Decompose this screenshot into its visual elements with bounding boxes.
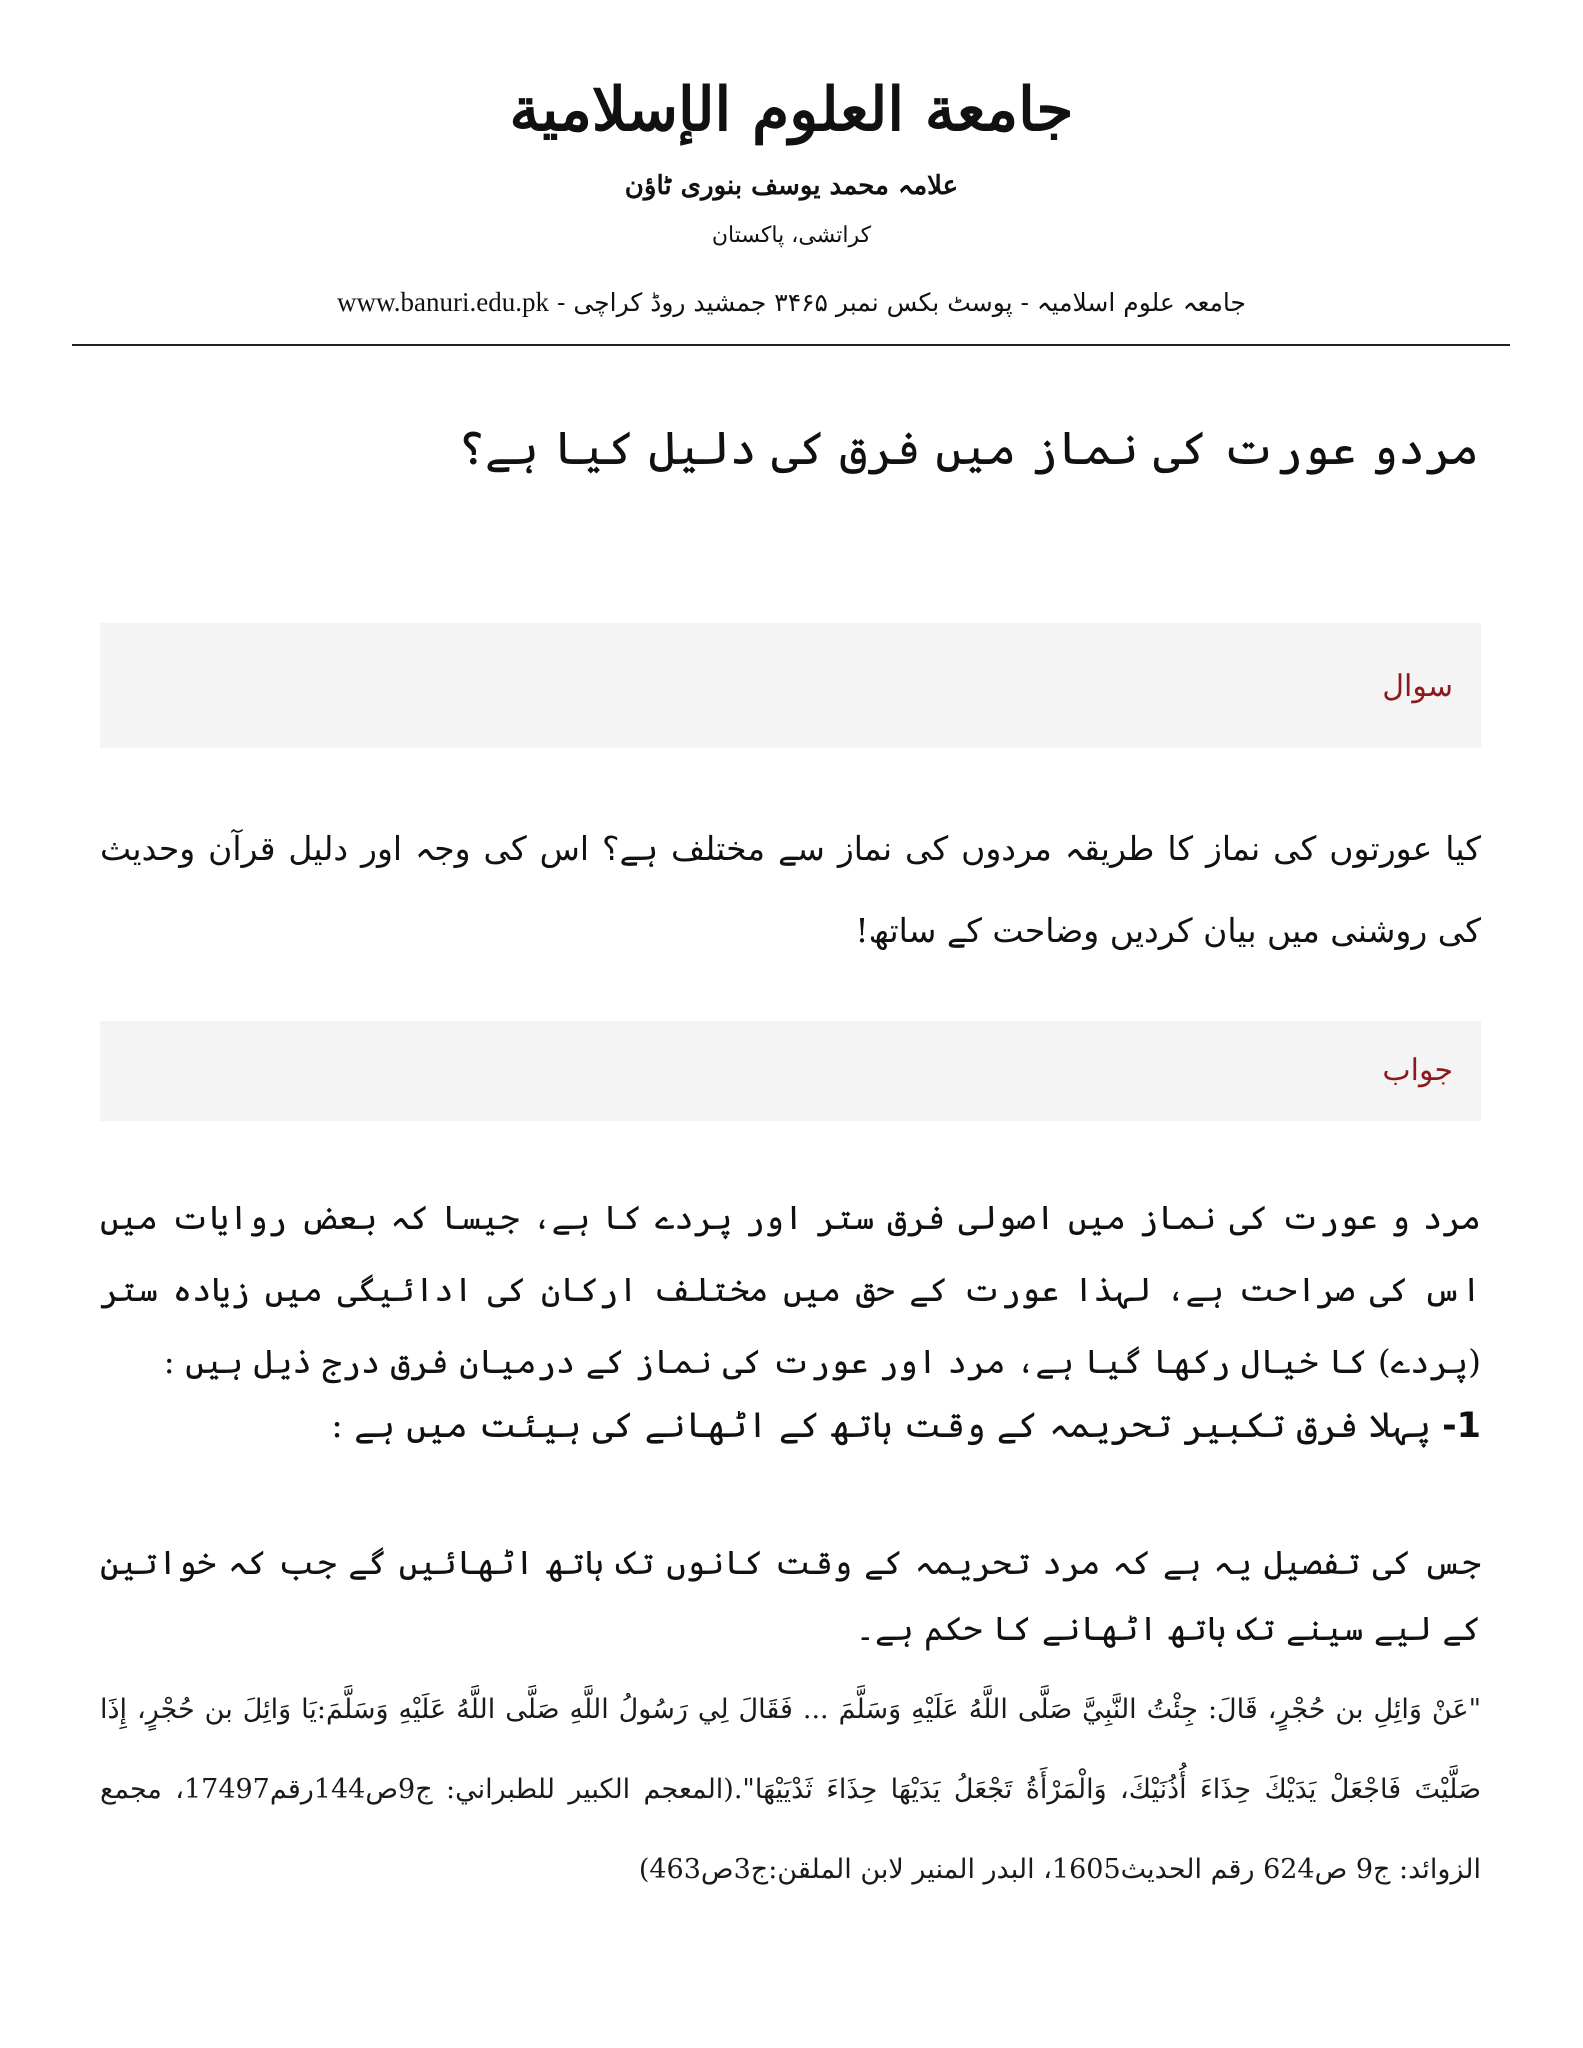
address-line [0, 280, 1583, 325]
hadith-citation: "عَنْ وَائِلِ بن حُجْرٍ، قَالَ: جِئْتُ النَّبِيَّ صَلَّى اللَّهُ عَلَيْهِ وَسَلَّمَ ... فَقَالَ لِي رَسُولُ اللَّهِ صَلَّى اللَّهُ عَلَيْهِ وَسَلَّمَ:يَا وَائِلَ بن حُجْرٍ، إِذَا صَلَّيْتَ فَاجْعَلْ يَدَيْكَ حِذَاءَ أُذُنَيْكَ، وَالْمَرْأَةُ تَجْعَلُ يَدَيْهَا حِذَاءَ ثَدْيَيْهَا".(المعجم الكبير للطبراني: ج9ص144رقم17497، مجمع الزوائد: ج9 ص624 رقم الحديث1605، البدر المنير لابن الملقن:ج3ص463) [100, 1694, 1481, 1885]
header-divider [72, 344, 1510, 346]
answer-intro: مرد و عورت کی نماز میں اصولی فرق ستر اور پردے کا ہے، جیسا کہ بعض روایات میں اس کی صراحت ہے، لہذا عورت کے حق میں مختلف ارکان کی ادائیگی میں زیادہ ستر (پردے) کا خیال رکھا گیا ہے، مرد اور عورت کی نماز کے درمیان فرق درج ذیل ہیں : [100, 1198, 1481, 1381]
point-heading [100, 1396, 1481, 1456]
logo-subtitle-city: کراتشی، پاکستان [711, 223, 872, 248]
answer-section-header [100, 1021, 1481, 1121]
question-section-header [100, 623, 1481, 748]
logo-subtitle-town: علامہ محمد یوسف بنوری ٹاؤن [624, 171, 959, 201]
point-number: 1- [1442, 1406, 1481, 1446]
point-detail: جس کی تفصیل یہ ہے کہ مرد تحریمہ کے وقت کانوں تک ہاتھ اٹھائیں گے جب کہ خواتین کے لیے سینے تک ہاتھ اٹھانے کا حکم ہے۔ [100, 1543, 1481, 1648]
question-label: سوال [1382, 669, 1453, 704]
website-link[interactable]: www.banuri.edu.pk [337, 287, 549, 317]
document-header [0, 0, 1583, 346]
question-text: کیا عورتوں کی نماز کا طریقہ مردوں کی نماز سے مختلف ہے؟ اس کی وجہ اور دلیل قرآن وحدیث کی روشنی میں بیان کردیں وضاحت کے ساتھ! [100, 829, 1481, 950]
postal-address: جامعہ علوم اسلامیہ - پوسٹ بکس نمبر ۳۴۶۵ جمشید روڈ کراچی - [556, 288, 1246, 317]
fatwa-title: مردو عورت کی نماز میں فرق کی دلیل کیا ہے؟ [457, 421, 1479, 475]
answer-label: جواب [1382, 1053, 1453, 1088]
point-heading-text: پہلا فرق تکبیر تحریمہ کے وقت ہاتھ کے اٹھانے کی ہیئت میں ہے : [331, 1406, 1431, 1446]
institution-logo: جامعة العلوم الإسلامية [509, 75, 1074, 145]
